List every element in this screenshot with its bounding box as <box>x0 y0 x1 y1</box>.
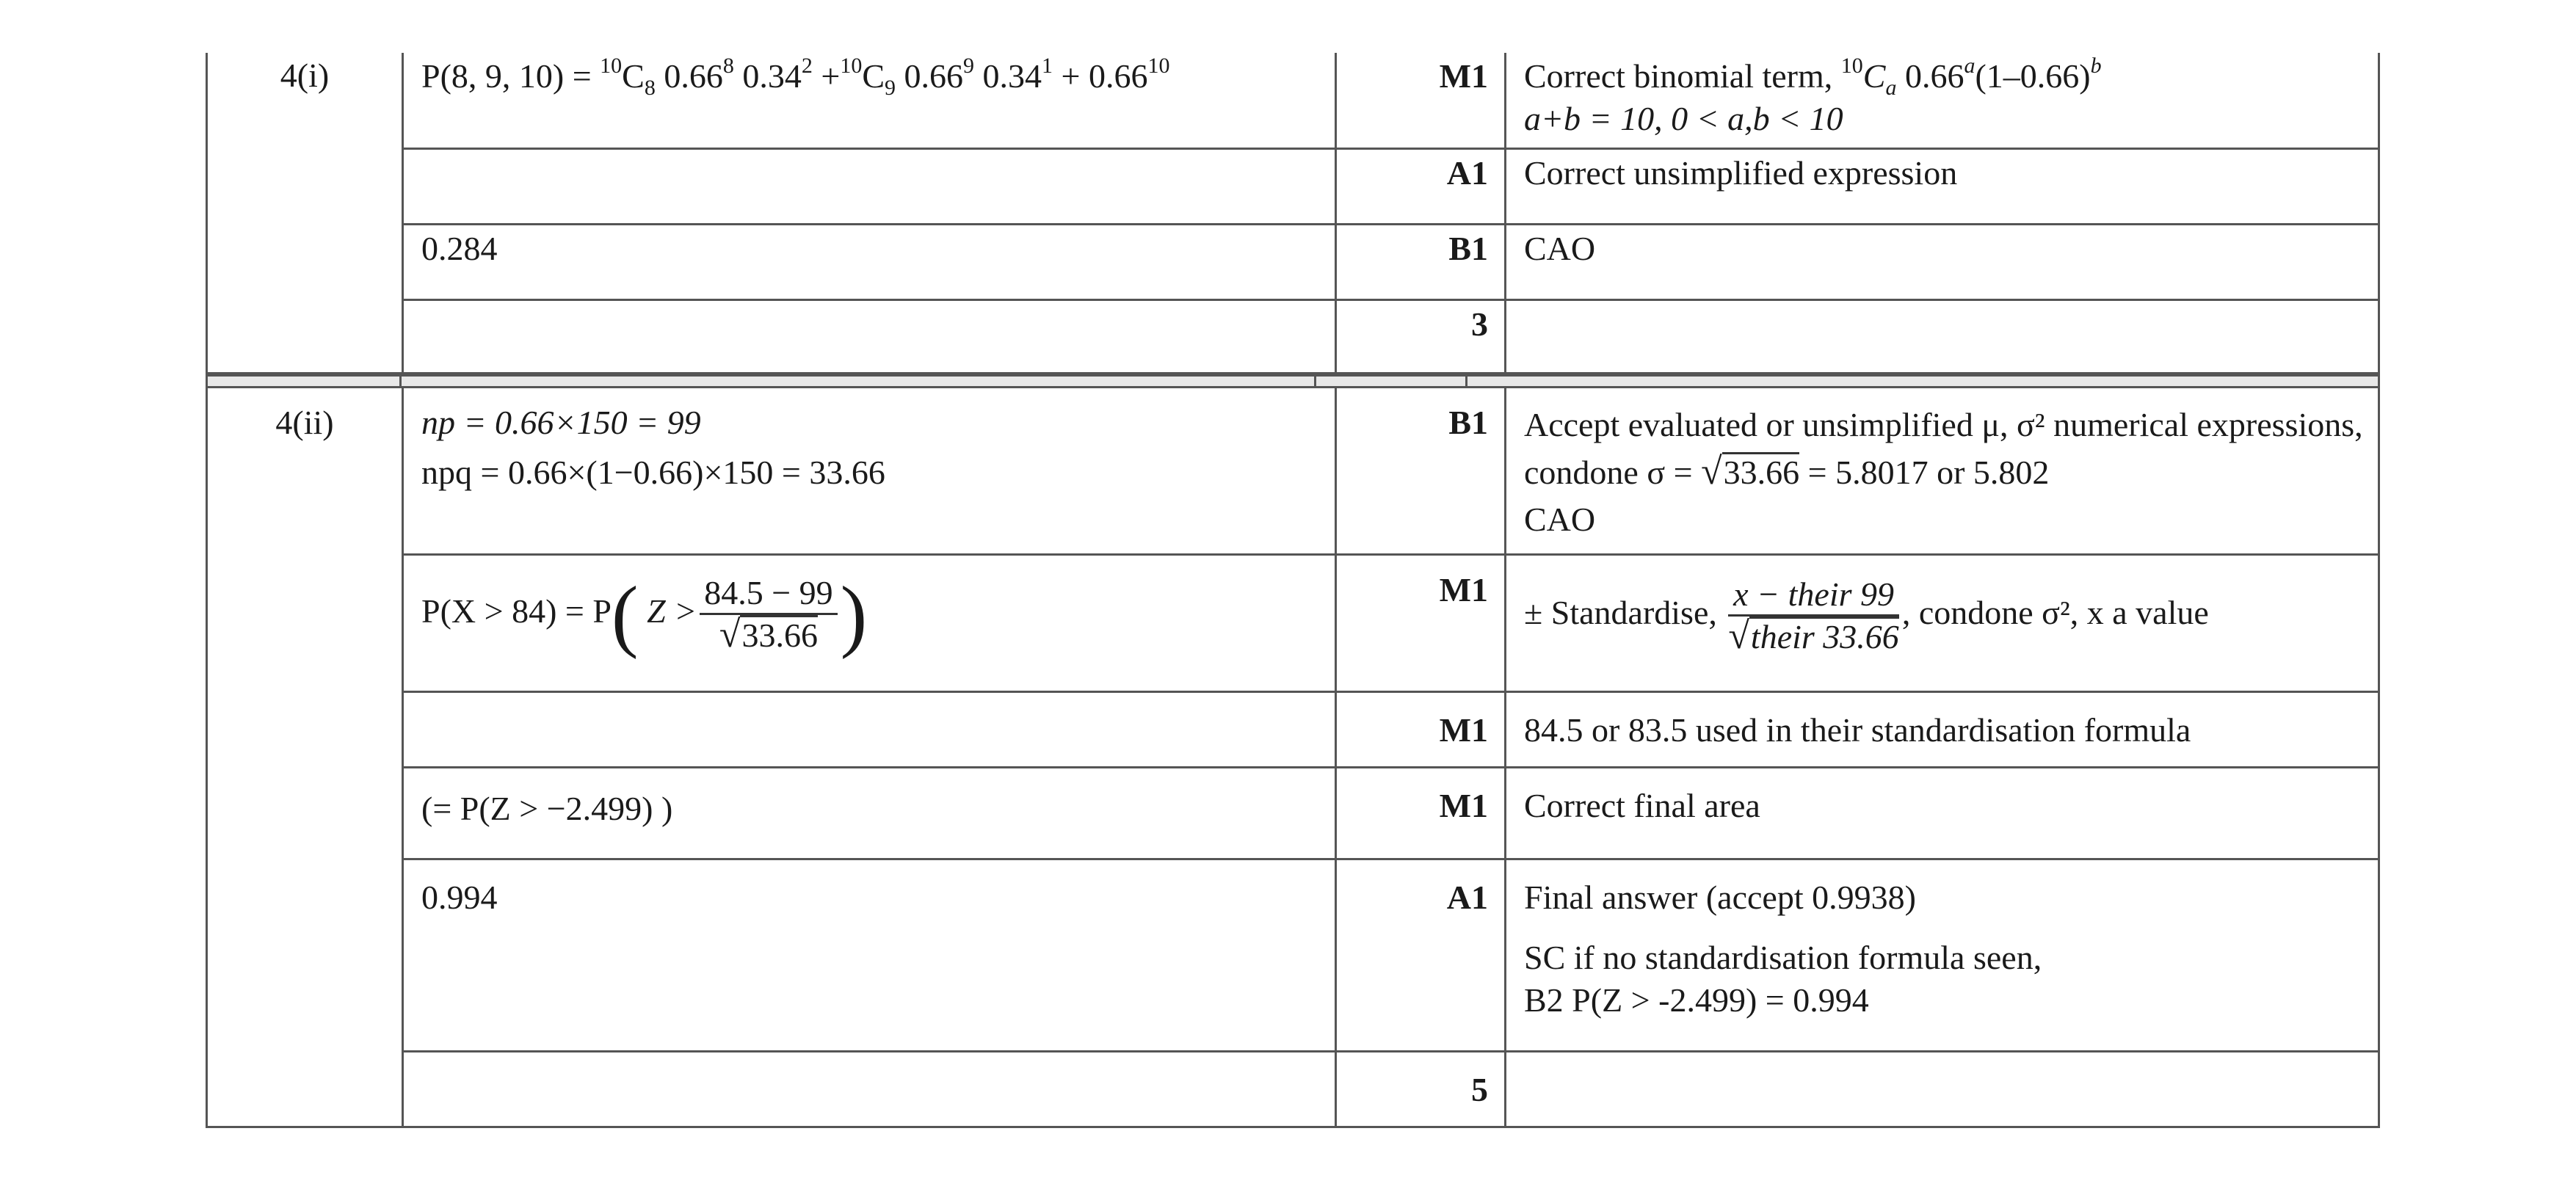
area-working: (= P(Z > −2.499) ) <box>421 790 673 827</box>
mark-code: A1 <box>1446 153 1488 192</box>
guidance-text: CAO <box>1524 229 1596 267</box>
mark-cell <box>1336 53 1506 148</box>
mark-code: M1 <box>1439 711 1488 749</box>
table-row <box>207 859 2379 1052</box>
answer-cell <box>403 692 1336 768</box>
question-number: 4(ii) <box>275 404 334 441</box>
separator-line <box>399 374 402 386</box>
mark-cell <box>1336 692 1506 768</box>
mean-working: np = 0.66×150 = 99 <box>421 404 701 441</box>
answer-cell <box>403 859 1336 1052</box>
table-row <box>207 148 2379 224</box>
guidance-cell <box>1506 148 2379 224</box>
variance-working: npq = 0.66×(1−0.66)×150 = 33.66 <box>421 454 885 491</box>
separator-line <box>206 374 2380 377</box>
mark-total: 3 <box>1471 305 1488 343</box>
mark-cell <box>1336 388 1506 555</box>
table-row <box>207 53 2379 148</box>
table-row <box>207 388 2379 555</box>
separator-line <box>1465 374 1467 386</box>
question-number: 4(i) <box>280 57 330 94</box>
mark-code: B1 <box>1448 404 1488 441</box>
question-number-cell <box>207 53 403 373</box>
guidance-text: Accept evaluated or unsimplified μ, σ² numerical expressions, <box>1524 406 2363 443</box>
answer-cell <box>403 53 1336 148</box>
mark-cell <box>1336 555 1506 692</box>
answer-cell <box>403 388 1336 555</box>
guidance-constraint: a+b = 10, 0 < a,b < 10 <box>1524 100 1843 137</box>
table-row <box>207 299 2379 373</box>
question-4ii-table <box>206 386 2380 1128</box>
guidance-text: Final answer (accept 0.9938) <box>1524 879 1916 916</box>
guidance-cell <box>1506 299 2379 373</box>
guidance-cell <box>1506 53 2379 148</box>
answer-value: 0.994 <box>421 879 498 916</box>
mark-code: B1 <box>1448 229 1488 267</box>
mark-total: 5 <box>1471 1071 1488 1108</box>
table-row <box>207 1052 2379 1127</box>
guidance-cell <box>1506 768 2379 859</box>
mark-cell <box>1336 768 1506 859</box>
guidance-cell <box>1506 692 2379 768</box>
mark-code: M1 <box>1439 787 1488 824</box>
mark-code: A1 <box>1446 879 1488 916</box>
answer-cell <box>403 148 1336 224</box>
guidance-cell <box>1506 555 2379 692</box>
guidance-text: Correct unsimplified expression <box>1524 153 1958 192</box>
guidance-text: Correct binomial term, $^{10}C_a$ $0.66^a(1-0.66)^b$ <box>1524 54 2102 101</box>
mark-code: M1 <box>1439 571 1488 608</box>
table-row <box>207 224 2379 299</box>
table-row <box>207 555 2379 692</box>
mark-cell <box>1336 859 1506 1052</box>
answer-cell <box>403 555 1336 692</box>
mark-cell <box>1336 224 1506 299</box>
guidance-cell <box>1506 388 2379 555</box>
guidance-sd: condone σ = √33.66 = 5.8017 or 5.802 <box>1524 451 2050 492</box>
answer-cell <box>403 768 1336 859</box>
separator-line <box>1314 374 1316 386</box>
binomial-expression: P(8, 9, $10) = ^{10}C_8$ 0.66$^8$ $0.34^2 +^{10}C_9$ 0.66$^9$ $0.34^1 + 0.66^{10}$ <box>421 54 1170 101</box>
mark-code: M1 <box>1439 57 1488 95</box>
guidance-text: 84.5 or 83.5 used in their standardisation formula <box>1524 711 2191 749</box>
guidance-special-case-mark: B2 P(Z > -2.499) = 0.994 <box>1524 981 1869 1019</box>
standardisation-working: P(X > 84) = P( Z > $\frac{84.5 - 99}{√33.66}$ ) <box>421 570 868 659</box>
mark-total-cell <box>1336 1052 1506 1127</box>
answer-cell <box>403 224 1336 299</box>
guidance-cell <box>1506 224 2379 299</box>
guidance-text: Correct final area <box>1524 787 1760 824</box>
answer-cell <box>403 299 1336 373</box>
question-4i-table <box>206 53 2380 374</box>
answer-value: 0.284 <box>421 229 498 267</box>
guidance-cell <box>1506 859 2379 1052</box>
table-row <box>207 692 2379 768</box>
guidance-special-case: SC if no standardisation formula seen, <box>1524 939 2042 976</box>
question-number-cell <box>207 388 403 1127</box>
guidance-cell <box>1506 1052 2379 1127</box>
mark-cell <box>1336 148 1506 224</box>
answer-cell <box>403 1052 1336 1127</box>
table-row <box>207 768 2379 859</box>
mark-total-cell <box>1336 299 1506 373</box>
guidance-standardise: ± Standardise, $\frac{\text{x − their 99}}{\text{√their 33.66}}$ , condone σ², x a value <box>1524 575 2209 657</box>
guidance-cao: CAO <box>1524 501 1596 538</box>
